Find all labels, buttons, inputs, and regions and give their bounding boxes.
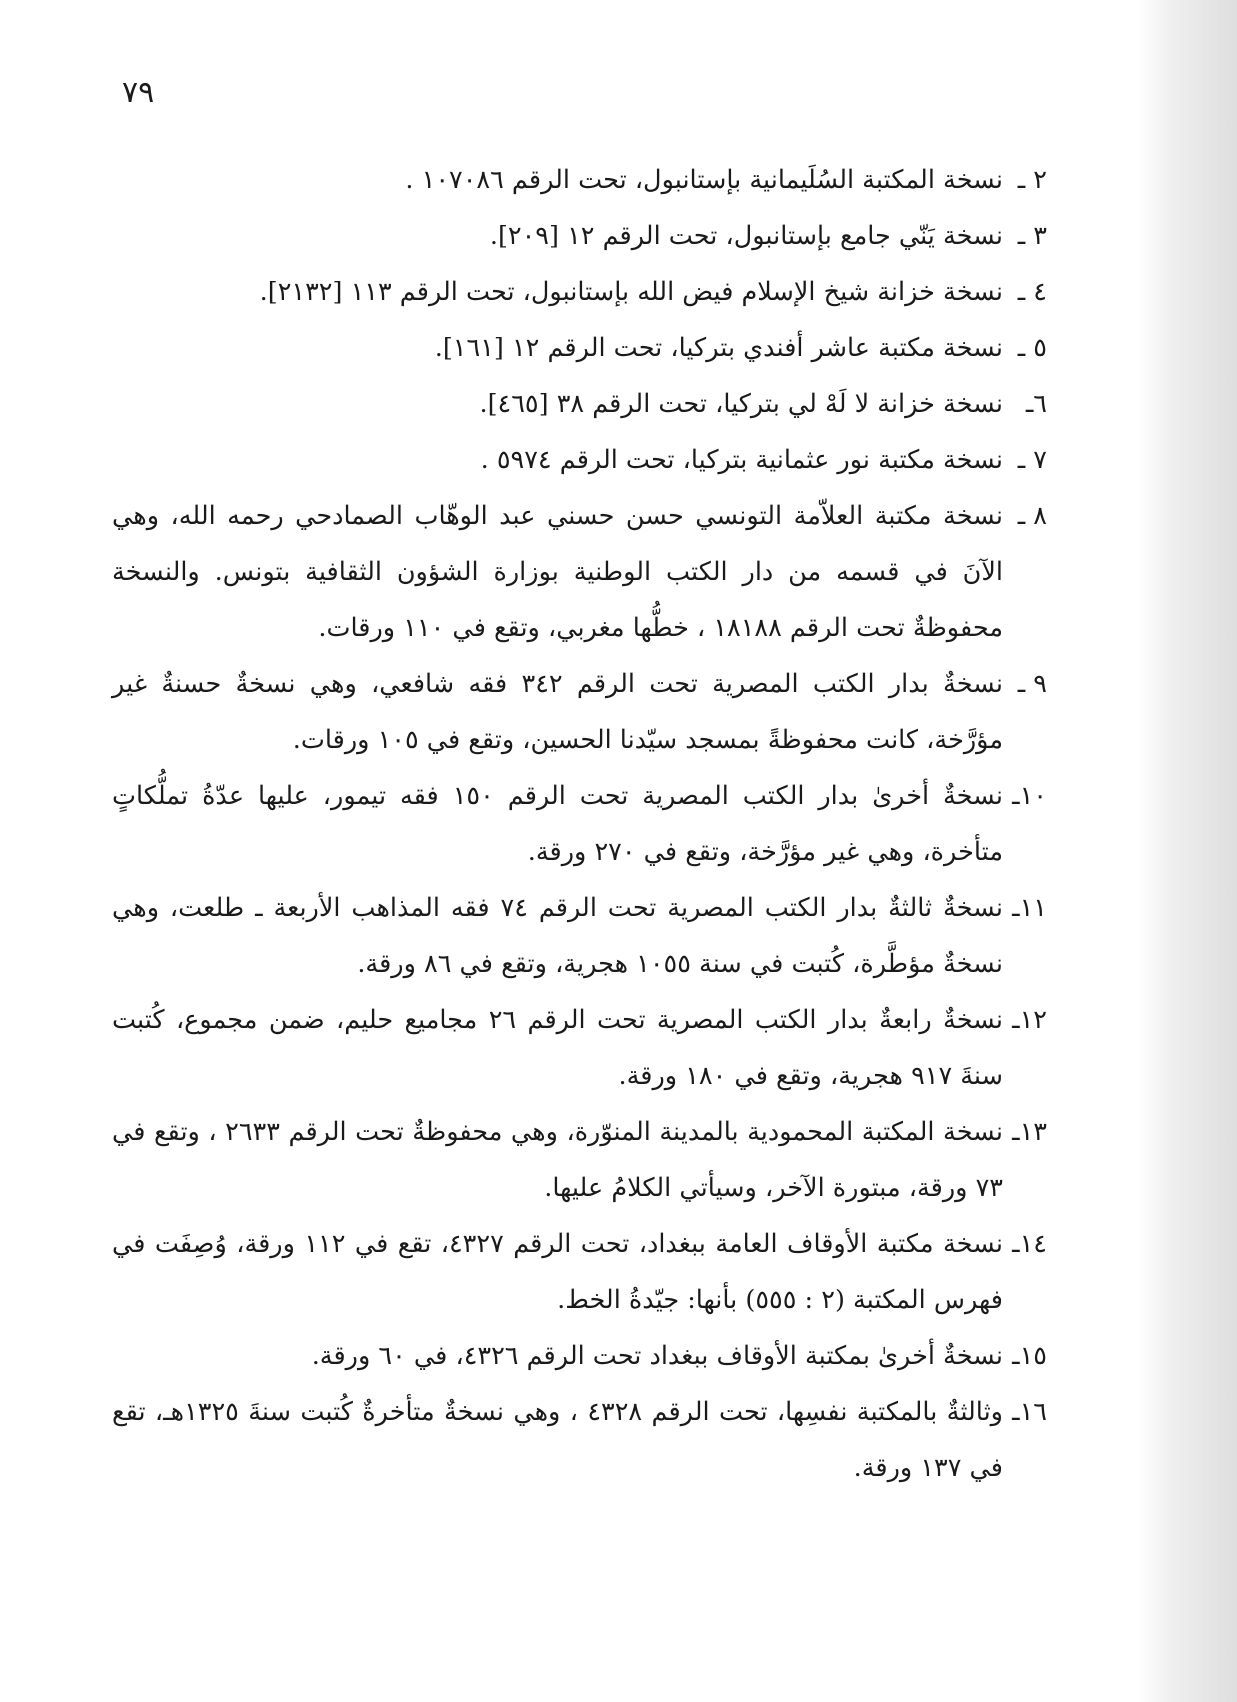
list-item [112, 432, 1047, 488]
item-number: ١٢ـ [1012, 1005, 1047, 1035]
item-number: ٣ ـ [1017, 221, 1047, 251]
item-text: نسخة يَنّي جامع بإستانبول، تحت الرقم ١٢ [٢٠٩]. [489, 221, 1003, 251]
item-text: نسخة خزانة لا لَهْ لي بتركيا، تحت الرقم ٣٨ [٤٦٥]. [479, 389, 1003, 419]
item-text: نسخة المكتبة المحمودية بالمدينة المنوّرة، وهي محفوظةٌ تحت الرقم ٢٦٣٣ ، وتقع في ٧٣ ورقة، مبتورة الآخر، وسيأتي الكلامُ عليها. [112, 1117, 1004, 1203]
item-text: نسخةٌ رابعةٌ بدار الكتب المصرية تحت الرقم ٢٦ مجاميع حليم، ضمن مجموع، كُتبت سنةَ ٩١٧ هجرية، وتقع في ١٨٠ ورقة. [112, 1005, 1003, 1091]
item-text: وثالثةٌ بالمكتبة نفسِها، تحت الرقم ٤٣٢٨ ، وهي نسخةٌ متأخرةٌ كُتبت سنةَ ١٣٢٥هـ، تقع في ١٣٧ ورقة. [112, 1397, 1003, 1483]
item-text: نسخةٌ ثالثةٌ بدار الكتب المصرية تحت الرقم ٧٤ فقه المذاهب الأربعة ـ طلعت، وهي نسخةٌ مؤطَّرة، كُتبت في سنة ١٠٥٥ هجرية، وتقع في ٨٦ ورقة. [112, 893, 1003, 979]
list-item [112, 264, 1047, 320]
manuscript-list [112, 152, 1047, 1496]
list-item [112, 488, 1047, 656]
list-item [112, 880, 1047, 992]
item-number: ٧ ـ [1017, 445, 1047, 475]
list-item [112, 768, 1047, 880]
item-text: نسخة مكتبة عاشر أفندي بتركيا، تحت الرقم ١٢ [١٦١]. [434, 333, 1003, 363]
item-number: ١٥ـ [1012, 1341, 1047, 1371]
list-item [112, 1104, 1047, 1216]
item-number: ٨ ـ [1017, 501, 1047, 531]
item-text: نسخة مكتبة نور عثمانية بتركيا، تحت الرقم ٥٩٧٤ . [480, 445, 1003, 475]
list-item [112, 320, 1047, 376]
item-number: ١٣ـ [1012, 1117, 1047, 1147]
item-text: نسخة مكتبة العلاّمة التونسي حسن حسني عبد الوهّاب الصمادحي رحمه الله، وهي الآنَ في قسمه من دار الكتب الوطنية بوزارة الشؤون الثقافية بتونس. والنسخة محفوظةٌ تحت الرقم ١٨١٨٨ ، خطُّها مغربي، وتقع في ١١٠ ورقات. [112, 501, 1003, 643]
item-number: ٦ـ [1025, 389, 1047, 419]
list-item [112, 208, 1047, 264]
page-number: ٧٩ [122, 75, 155, 110]
item-number: ١٤ـ [1012, 1229, 1047, 1259]
list-item [112, 1328, 1047, 1384]
item-number: ٥ ـ [1017, 333, 1047, 363]
list-item [112, 1384, 1047, 1496]
list-item [112, 656, 1047, 768]
item-text: نسخة مكتبة الأوقاف العامة ببغداد، تحت الرقم ٤٣٢٧، تقع في ١١٢ ورقة، وُصِفَت في فهرس المكتبة (٢ : ٥٥٥) بأنها: جيّدةُ الخط. [112, 1229, 1003, 1315]
item-number: ٢ ـ [1017, 165, 1047, 195]
item-number: ١٠ـ [1012, 781, 1047, 811]
item-number: ١١ـ [1012, 893, 1047, 923]
item-text: نسخةٌ أخرىٰ بدار الكتب المصرية تحت الرقم ١٥٠ فقه تيمور، عليها عدّةُ تملُّكاتٍ متأخرة، وهي غير مؤرَّخة، وتقع في ٢٧٠ ورقة. [112, 781, 1003, 867]
item-number: ١٦ـ [1012, 1397, 1047, 1427]
list-item [112, 992, 1047, 1104]
item-text: نسخةٌ بدار الكتب المصرية تحت الرقم ٣٤٢ فقه شافعي، وهي نسخةٌ حسنةٌ غير مؤرَّخة، كانت محفوظةً بمسجد سيّدنا الحسين، وتقع في ١٠٥ ورقات. [112, 669, 1003, 755]
page-gutter-shadow [1137, 0, 1237, 1702]
list-item [112, 376, 1047, 432]
item-text: نسخة خزانة شيخ الإسلام فيض الله بإستانبول، تحت الرقم ١١٣ [٢١٣٢]. [259, 277, 1003, 307]
list-item [112, 152, 1047, 208]
list-item [112, 1216, 1047, 1328]
item-text: نسخةٌ أخرىٰ بمكتبة الأوقاف ببغداد تحت الرقم ٤٣٢٦، في ٦٠ ورقة. [311, 1341, 1003, 1371]
item-number: ٩ ـ [1017, 669, 1047, 699]
item-number: ٤ ـ [1017, 277, 1047, 307]
item-text: نسخة المكتبة السُلَيمانية بإستانبول، تحت الرقم ١٠٧٠٨٦ . [405, 165, 1003, 195]
